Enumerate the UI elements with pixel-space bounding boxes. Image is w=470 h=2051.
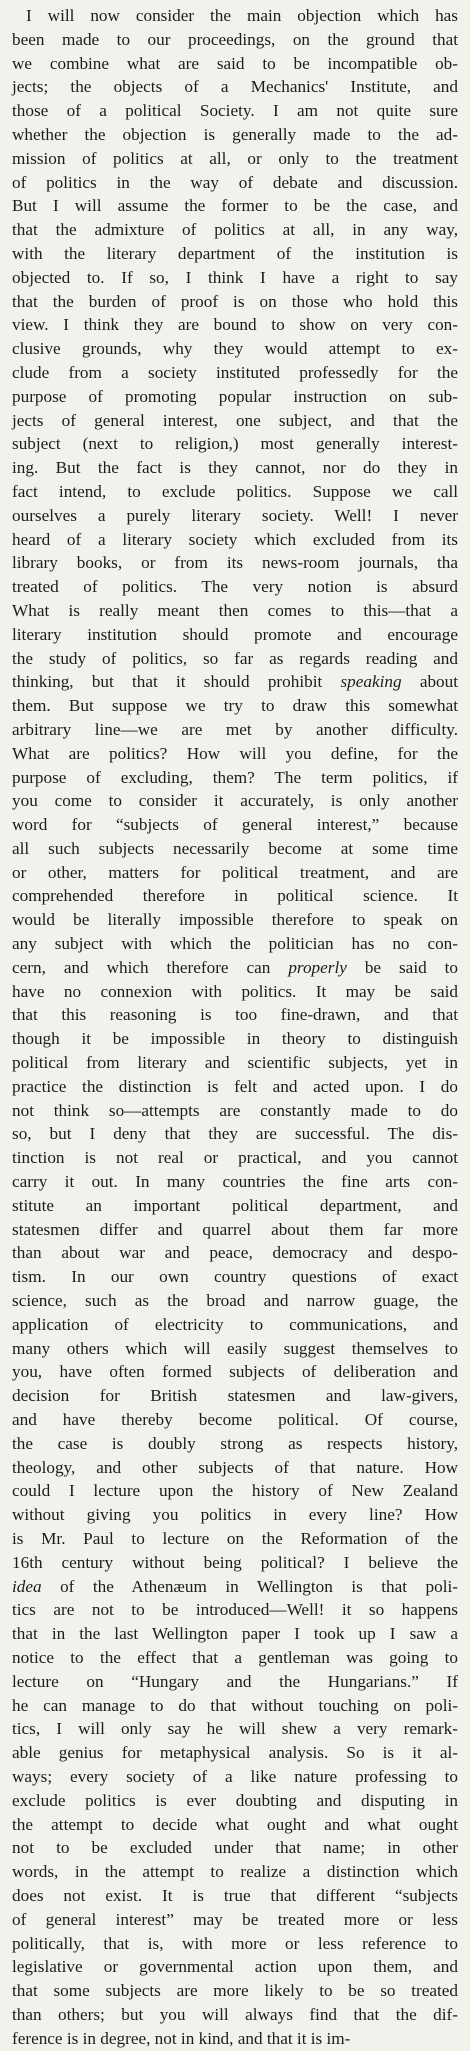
article-line: words, in the attempt to realize a distinction which <box>12 1862 458 1882</box>
article-line: tism. In our own country questions of exact <box>12 1267 458 1287</box>
article-line: ference is in degree, not in kind, and that it is im- <box>12 2028 351 2048</box>
article-line: mission of politics at all, or only to the treatment <box>12 148 458 168</box>
article-line: all such subjects necessarily become at some time <box>12 838 458 858</box>
article-line: purpose of excluding, them? The term politics, if <box>12 767 458 787</box>
article-line: What is really meant then comes to this—that a <box>12 600 458 620</box>
article-line: 16th century without being political? I believe the <box>12 1552 458 1572</box>
article-line: arbitrary line—we are met by another difficulty. <box>12 719 458 739</box>
article-line: that the admixture of politics at all, in any way, <box>12 220 458 240</box>
emphasized-word: properly <box>288 957 347 977</box>
article-line: any subject with which the politician has no con- <box>12 934 458 954</box>
article-line: you, have often formed subjects of deliberation and <box>12 1362 458 1382</box>
article-line: view. I think they are bound to show on very con- <box>12 315 458 335</box>
article-line: jects; the objects of a Mechanics' Institute, and <box>12 77 458 97</box>
article-line: ing. But the fact is they cannot, nor do they in <box>12 458 458 478</box>
article-line: we combine what are said to be incompatible ob- <box>12 53 458 73</box>
article-line: tics, I will only say he will shew a very remark- <box>12 1719 458 1739</box>
article-line: treated of politics. The very notion is absurd <box>12 577 458 597</box>
article-line: What are politics? How will you define, for the <box>12 743 458 763</box>
article-line: clusive grounds, why they would attempt to ex- <box>12 339 458 359</box>
article-line: jects of general interest, one subject, and that the <box>12 410 458 430</box>
article-line: been made to our proceedings, on the ground that <box>12 29 458 49</box>
article-line: than others; but you will always find that the dif- <box>12 2004 458 2024</box>
article-line: so, but I deny that they are successful. The dis- <box>12 1124 458 1144</box>
article-line: purpose of promoting popular instruction on sub- <box>12 386 458 406</box>
article-line: clude from a society instituted professedly for the <box>12 362 458 382</box>
article-line: subject (next to religion,) most generally interest- <box>12 434 458 454</box>
article-line: have no connexion with politics. It may be said <box>12 981 458 1001</box>
article-line: the attempt to decide what ought and what ought <box>12 1814 458 1834</box>
article-line: ways; every society of a like nature professing to <box>12 1766 458 1786</box>
article-line: that some subjects are more likely to be so treated <box>12 1981 458 2001</box>
article-line: many others which will easily suggest themselves to <box>12 1338 458 1358</box>
article-line: and have thereby become political. Of course, <box>12 1410 458 1430</box>
emphasized-word: idea <box>12 1576 42 1596</box>
article-line: them. But suppose we try to draw this somewhat <box>12 696 458 716</box>
article-line: theology, and other subjects of that nature. How <box>12 1457 458 1477</box>
article-line: objected to. If so, I think I have a right to say <box>12 267 458 287</box>
article-line: he can manage to do that without touching on poli- <box>12 1695 458 1715</box>
article-line: literary institution should promote and encourage <box>12 624 458 644</box>
article-line: legislative or governmental action upon them, and <box>12 1957 458 1977</box>
article-line: tics are not to be introduced—Well! it so happens <box>12 1600 458 1620</box>
article-line: not to be excluded under that name; in other <box>12 1838 458 1858</box>
article-line: without giving you politics in every line? How <box>12 1505 458 1525</box>
article-line: could I lecture upon the history of New Zealand <box>12 1481 458 1501</box>
article-line: does not exist. It is true that different “subjects <box>12 1885 458 1905</box>
article-line: library books, or from its news-room journals, tha <box>12 553 458 573</box>
article-line: of politics in the way of debate and discussion. <box>12 172 458 192</box>
article-line: word for “subjects of general interest,” because <box>12 815 458 835</box>
article-line: is Mr. Paul to lecture on the Reformation of the <box>12 1529 458 1548</box>
article-line: notice to the effect that a gentleman was going to <box>12 1647 458 1667</box>
article-line: whether the objection is generally made to the ad- <box>12 124 458 144</box>
article-line: of general interest” may be treated more or less <box>12 1909 458 1929</box>
article-line: those of a political Society. I am not quite sure <box>12 101 458 121</box>
article-line: decision for British statesmen and law-givers, <box>12 1386 458 1406</box>
article-line: or other, matters for political treatment, and are <box>12 862 458 882</box>
article-line: politically, that is, with more or less reference to <box>12 1933 458 1953</box>
article-line: fact intend, to exclude politics. Suppose we call <box>12 481 458 501</box>
article-line: than about war and peace, democracy and despo- <box>12 1243 458 1263</box>
article-line: that this reasoning is too fine-drawn, and that <box>12 1005 458 1025</box>
article-line: practice the distinction is felt and acted upon. I do <box>12 1076 458 1096</box>
article-line: not think so—attempts are constantly made to do <box>12 1100 458 1120</box>
article-line: lecture on “Hungary and the Hungarians.” If <box>12 1671 458 1691</box>
article-line: tinction is not real or practical, and you cannot <box>12 1148 458 1168</box>
article-line: science, such as the broad and narrow guage, the <box>12 1291 458 1311</box>
article-line: would be literally impossible therefore to speak on <box>12 910 458 930</box>
article-line: cern, and which therefore can properly be said to <box>12 957 459 977</box>
article-line: heard of a literary society which excluded from its <box>12 529 458 549</box>
article-line: with the literary department of the institution is <box>12 243 458 263</box>
article-line: the study of politics, so far as regards reading and <box>12 648 458 668</box>
article-line: thinking, but that it should prohibit speaking about <box>12 672 459 692</box>
article-line: comprehended therefore in political science. It <box>12 886 458 906</box>
article-line: stitute an important political department, and <box>12 1195 458 1215</box>
article-line: the case is doubly strong as respects history, <box>12 1433 458 1453</box>
article-line: able genius for metaphysical analysis. So is it al- <box>12 1743 458 1763</box>
article-line: idea of the Athenæum in Wellington is that poli- <box>12 1576 458 1596</box>
article-line: political from literary and scientific subjects, yet in <box>12 1053 458 1073</box>
article-line: carry it out. In many countries the fine arts con- <box>12 1172 458 1192</box>
article-line: you come to consider it accurately, is only another <box>12 791 458 811</box>
article-line: application of electricity to communications, and <box>12 1314 458 1334</box>
article-line: But I will assume the former to be the case, and <box>12 196 458 216</box>
article-line: that in the last Wellington paper I took up I saw a <box>12 1624 458 1644</box>
article-column <box>12 4 458 2051</box>
article-line: I will now consider the main objection which has <box>26 6 458 25</box>
article-line: exclude politics is ever doubting and disputing in <box>12 1790 458 1810</box>
article-line: that the burden of proof is on those who hold this <box>12 291 458 311</box>
article-line: ourselves a purely literary society. Well! I never <box>12 505 458 525</box>
article-line: statesmen differ and quarrel about them far more <box>12 1219 458 1239</box>
article-line: though it be impossible in theory to distinguish <box>12 1029 458 1049</box>
emphasized-word: speaking <box>340 672 402 692</box>
